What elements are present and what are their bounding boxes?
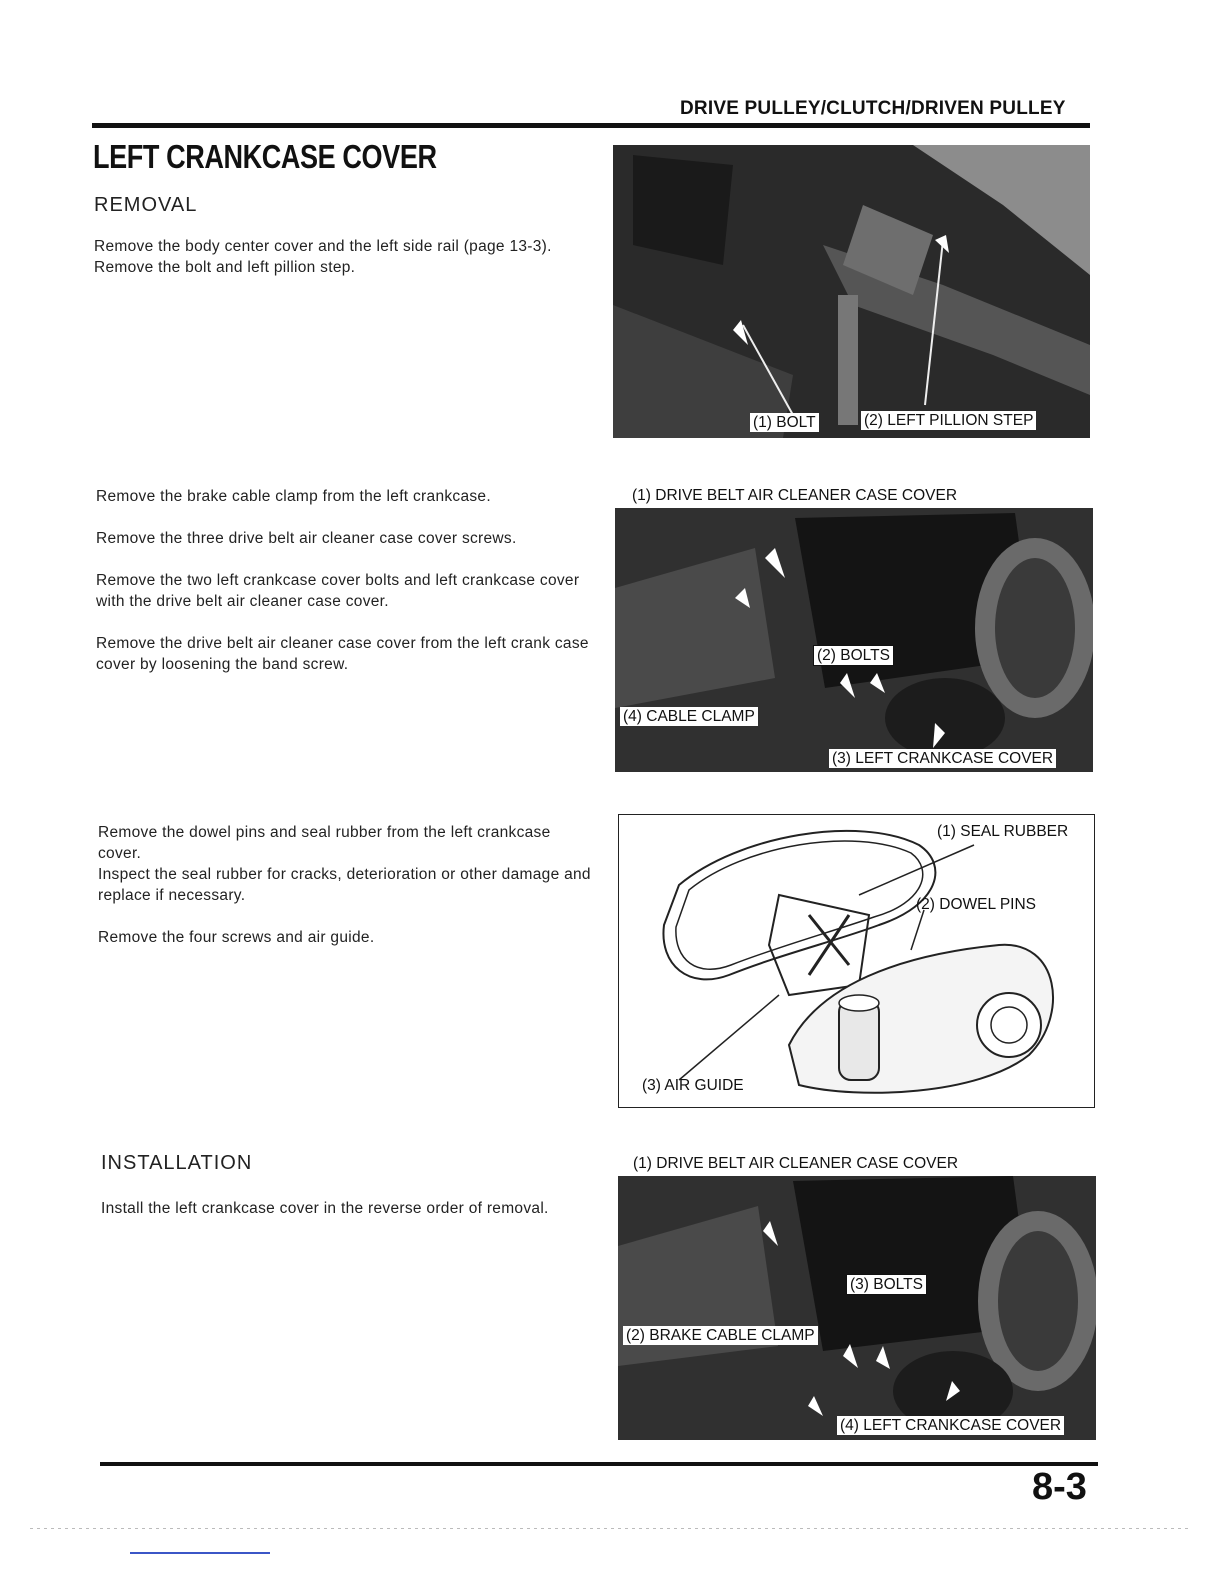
callout-cable-clamp: (4) CABLE CLAMP bbox=[620, 707, 758, 726]
removal-step3 bbox=[98, 822, 598, 948]
removal-heading: REMOVAL bbox=[94, 194, 198, 216]
step3-line2: Inspect the seal rubber for cracks, deterioration or other damage and replace if necessary. bbox=[98, 866, 591, 904]
step3-line1: Remove the dowel pins and seal rubber from the left crankcase cover. bbox=[98, 824, 551, 862]
removal-step1 bbox=[94, 236, 592, 278]
callout-bolts-install: (3) BOLTS bbox=[846, 1274, 927, 1295]
figure-installation-photo bbox=[618, 1176, 1096, 1440]
scan-dots bbox=[30, 1528, 1190, 1529]
header-rule bbox=[92, 123, 1090, 128]
step2-line1: Remove the brake cable clamp from the left crankcase. bbox=[96, 488, 491, 505]
step2-line2: Remove the three drive belt air cleaner case cover screws. bbox=[96, 530, 517, 547]
figure-seal-diagram bbox=[618, 814, 1095, 1108]
step2-line4: Remove the drive belt air cleaner case cover from the left crank case cover by loosening the band screw. bbox=[96, 635, 589, 673]
figure-cover-removal bbox=[615, 480, 1093, 772]
callout-bolt: (1) BOLT bbox=[750, 413, 819, 432]
callout-dowel-pins: (2) DOWEL PINS bbox=[916, 896, 1036, 913]
removal-step2 bbox=[96, 486, 596, 696]
callout-air-cleaner-cover-install: (1) DRIVE BELT AIR CLEANER CASE COVER bbox=[633, 1155, 959, 1172]
callout-left-crankcase-cover: (3) LEFT CRANKCASE COVER bbox=[829, 749, 1056, 768]
step3-line3: Remove the four screws and air guide. bbox=[98, 929, 375, 946]
step2-line3: Remove the two left crankcase cover bolts and left crankcase cover with the drive belt air cleaner case cover. bbox=[96, 572, 580, 610]
callout-seal-rubber: (1) SEAL RUBBER bbox=[937, 823, 1069, 840]
step1-line2: Remove the bolt and left pillion step. bbox=[94, 259, 356, 276]
figure-installation bbox=[618, 1148, 1096, 1440]
callout-brake-cable-clamp: (2) BRAKE CABLE CLAMP bbox=[623, 1326, 818, 1345]
callout-bolts: (2) BOLTS bbox=[813, 645, 894, 666]
footer-rule bbox=[100, 1462, 1098, 1466]
scan-mark bbox=[130, 1552, 270, 1554]
installation-heading: INSTALLATION bbox=[101, 1152, 253, 1174]
installation-text: Install the left crankcase cover in the reverse order of removal. bbox=[101, 1200, 549, 1217]
section-header: DRIVE PULLEY/CLUTCH/DRIVEN PULLEY bbox=[680, 98, 1066, 119]
figure-pillion-step-photo bbox=[613, 145, 1090, 438]
page-title: LEFT CRANKCASE COVER bbox=[93, 138, 437, 175]
step1-line1: Remove the body center cover and the left side rail (page 13-3). bbox=[94, 238, 552, 255]
callout-air-cleaner-cover: (1) DRIVE BELT AIR CLEANER CASE COVER bbox=[632, 487, 958, 504]
figure-cover-removal-photo bbox=[615, 508, 1093, 772]
callout-air-guide: (3) AIR GUIDE bbox=[642, 1077, 744, 1094]
callout-left-crankcase-cover-install: (4) LEFT CRANKCASE COVER bbox=[837, 1416, 1064, 1435]
callout-pillion-step: (2) LEFT PILLION STEP bbox=[861, 411, 1036, 430]
page-number: 8-3 bbox=[1032, 1466, 1087, 1508]
